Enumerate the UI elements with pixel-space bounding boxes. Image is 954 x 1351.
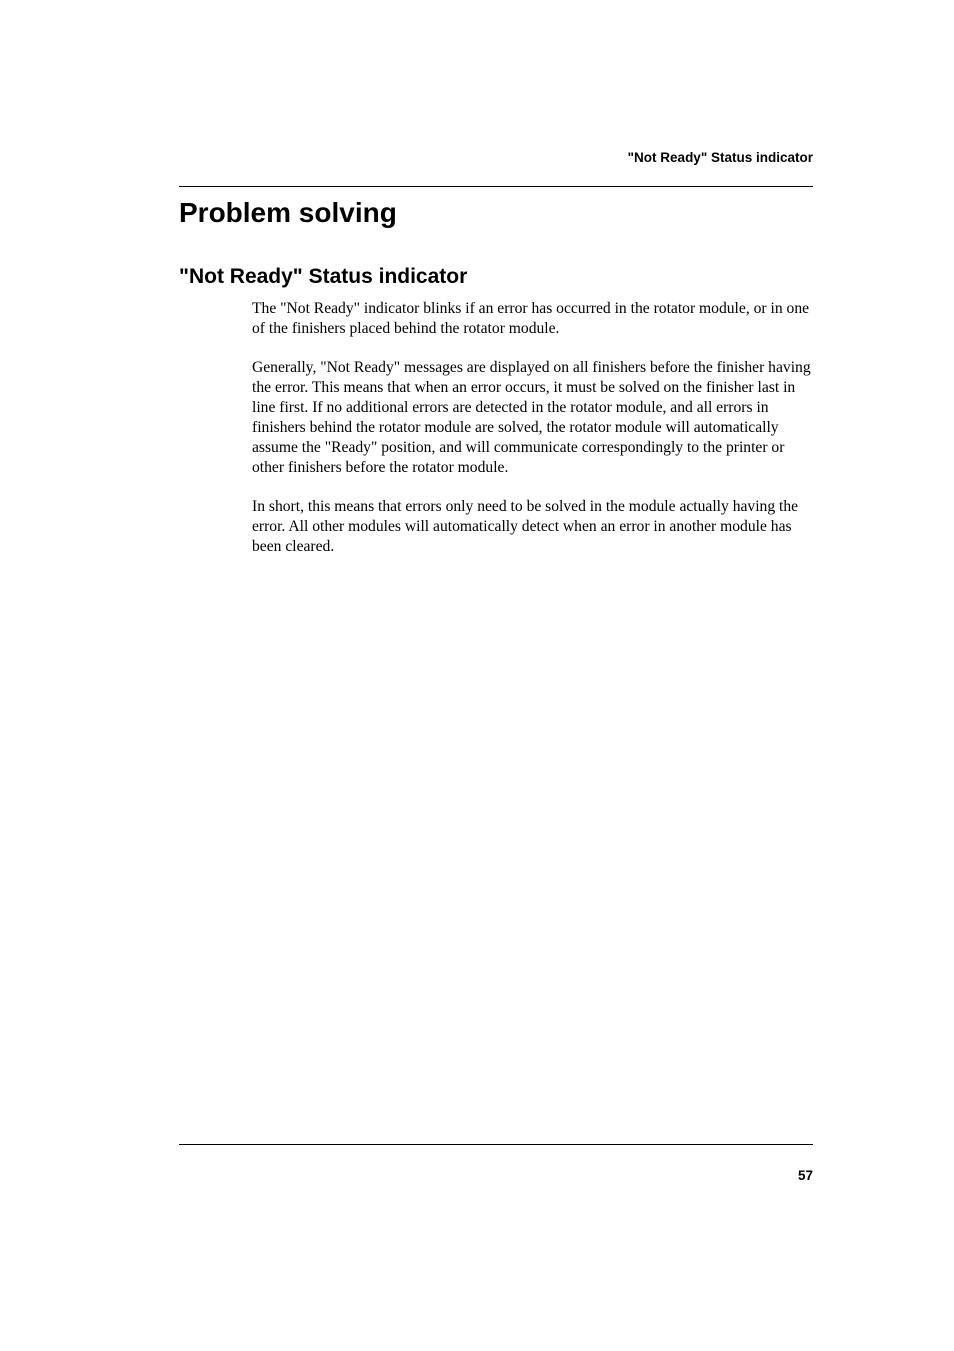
footer-rule xyxy=(179,1144,813,1145)
body-paragraph: The "Not Ready" indicator blinks if an error has occurred in the rotator module, or in one of the finishers placed behind the rotator module. xyxy=(252,300,810,337)
section-title: "Not Ready" Status indicator xyxy=(179,265,468,288)
body-paragraph: Generally, "Not Ready" messages are displayed on all finishers before the finisher having the error. This means that when an error occurs, it must be solved on the finisher last in line first. If no additional errors are detected in the rotator module, and all errors in finishers behind the rotator module are solved, the rotator module will automatically assume the "Ready" position, and will communicate correspondingly to the printer or other finishers before the rotator module. xyxy=(252,359,811,476)
header-rule xyxy=(179,186,813,187)
chapter-title: Problem solving xyxy=(179,197,397,228)
running-header: "Not Ready" Status indicator xyxy=(627,150,813,165)
body-paragraph: In short, this means that errors only need to be solved in the module actually having the error. All other modules will automatically detect when an error in another module has been cleared. xyxy=(252,498,799,555)
page-number: 57 xyxy=(797,1168,813,1183)
section-body xyxy=(252,299,818,576)
